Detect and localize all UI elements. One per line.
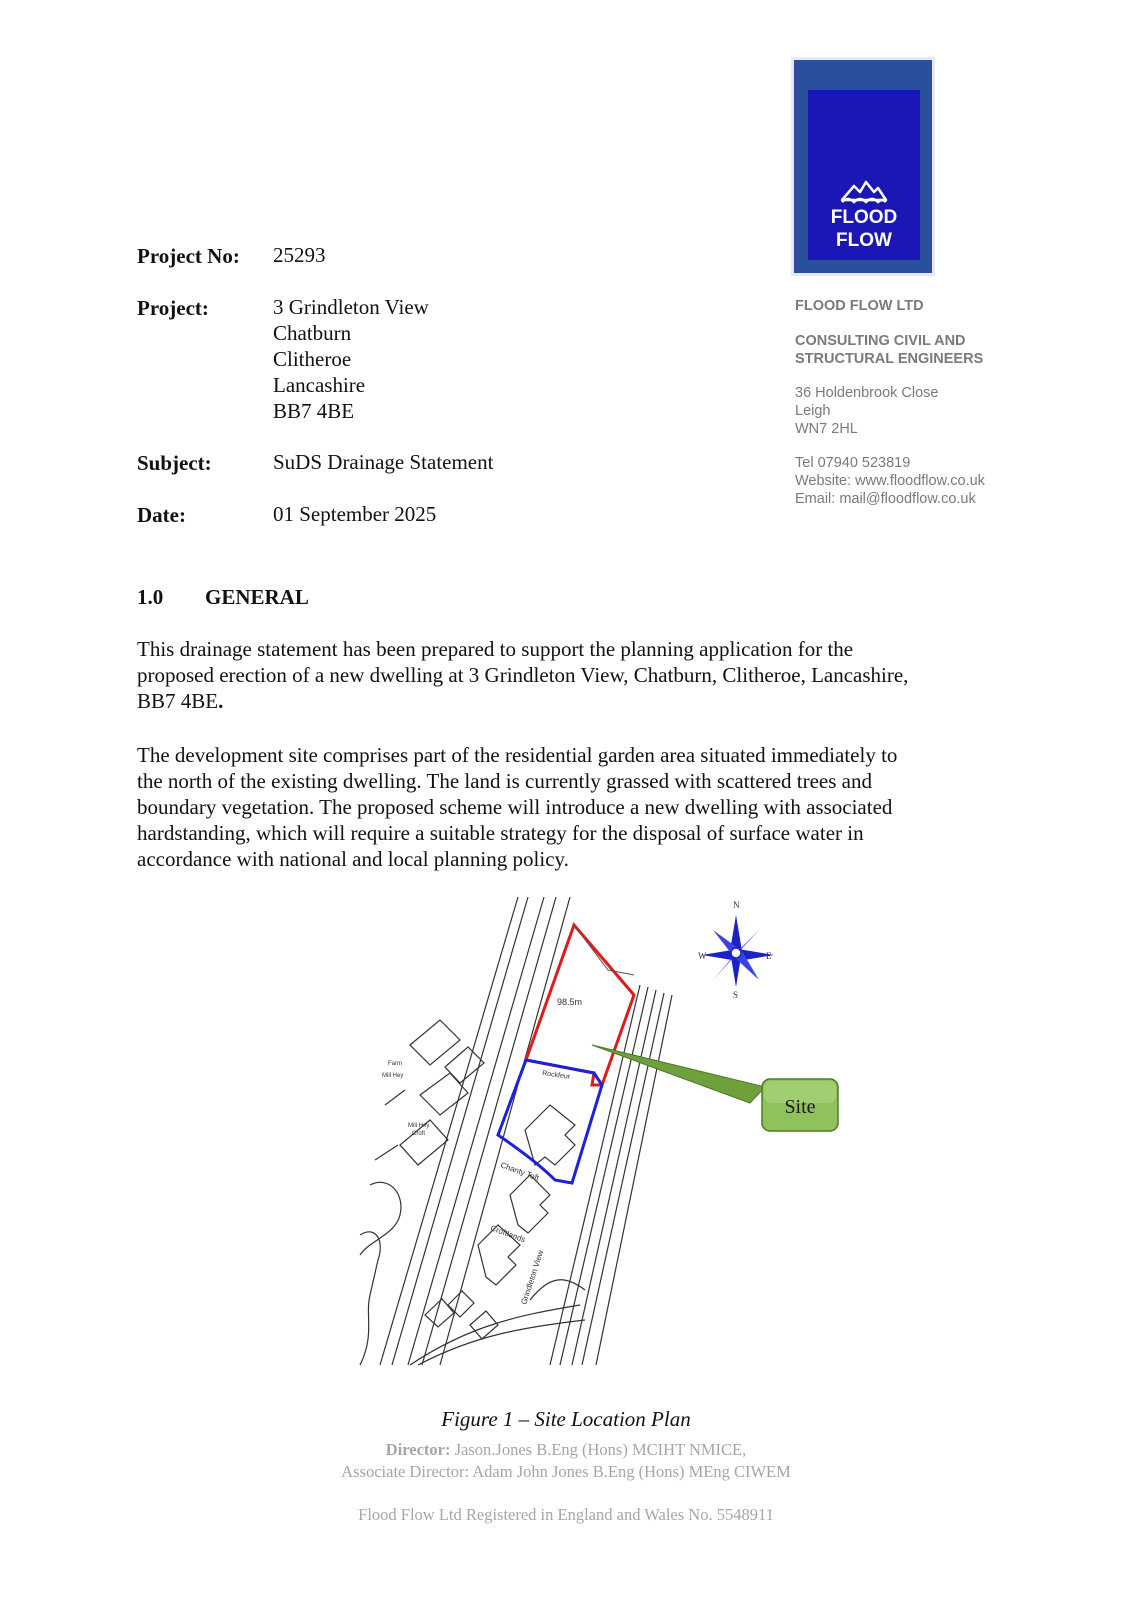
compass-s: S: [733, 990, 739, 1000]
paragraph-line: boundary vegetation. The proposed scheme will introduce a new dwelling with associated: [137, 795, 893, 819]
paragraph-line: hardstanding, which will require a suitable strategy for the disposal of surface water in: [137, 821, 864, 845]
compass-rose-icon: [702, 915, 774, 987]
map-label-level: 98.5m: [557, 997, 583, 1007]
callout-pointer: [592, 1045, 765, 1103]
address-line: Chatburn: [273, 321, 352, 345]
project-address: [273, 294, 429, 424]
paragraph-line: the north of the existing dwelling. The land is currently grassed with scattered trees and: [137, 769, 872, 793]
subject-value: SuDS Drainage Statement: [273, 450, 494, 474]
logo-line1: FLOOD: [830, 207, 898, 228]
compass-w: W: [698, 951, 707, 961]
map-label-rockfeur: Rockfeur: [541, 1070, 571, 1081]
map-label-chanty-toft: Chanty Toft: [499, 1160, 541, 1183]
company-address-line: 36 Holdenbrook Close: [795, 385, 939, 401]
footer-associate: Associate Director: Adam John Jones B.Eng (Hons) MEng CIWEM: [341, 1462, 791, 1481]
project-no-label: Project No:: [137, 244, 240, 268]
section-title: GENERAL: [205, 585, 309, 609]
paragraph-period: .: [218, 689, 224, 713]
map-label-mill-hey-croft: Mill Hey: [408, 1123, 430, 1129]
paragraph-text: BB7 4BE: [137, 689, 219, 713]
date-label: Date:: [137, 503, 186, 527]
paragraph-2: [137, 742, 987, 872]
paragraph-line: proposed erection of a new dwelling at 3 Grindleton View, Chatburn, Clitheroe, Lancashire,: [137, 663, 909, 687]
company-logo: [794, 60, 932, 273]
footer-registration: Flood Flow Ltd Registered in England and Wales No. 5548911: [358, 1505, 774, 1524]
company-address-line: Leigh: [795, 403, 831, 419]
company-address: [795, 384, 938, 438]
compass-e: E: [766, 951, 772, 961]
address-line: 3 Grindleton View: [273, 295, 429, 319]
address-line: Lancashire: [273, 373, 366, 397]
mountain-wave-icon: [840, 178, 888, 204]
project-label: Project:: [137, 296, 209, 320]
address-line: Clitheroe: [273, 347, 352, 371]
paragraph-line: accordance with national and local planning policy.: [137, 847, 569, 871]
company-desc-line: STRUCTURAL ENGINEERS: [795, 351, 984, 367]
project-no-value: 25293: [273, 243, 326, 267]
company-email: Email: mail@floodflow.co.uk: [795, 491, 976, 507]
footer-director-name: Jason.Jones B.Eng (Hons) MCIHT NMICE,: [450, 1440, 747, 1459]
company-address-line: WN7 2HL: [795, 421, 858, 437]
map-label-farm: Farm: [388, 1061, 402, 1067]
address-line: BB7 4BE: [273, 399, 355, 423]
date-value: 01 September 2025: [273, 502, 437, 526]
map-linework: [360, 897, 672, 1365]
map-linework-detail: [574, 925, 634, 975]
company-description: [795, 332, 983, 368]
map-label-mill-hey: Mill Hey: [382, 1073, 404, 1079]
footer-director-label: Director:: [385, 1440, 451, 1459]
paragraph-line: The development site comprises part of the residential garden area situated immediately to: [137, 743, 898, 767]
logo-panel: [808, 90, 920, 260]
map-label-mill-hey-croft: Croft: [412, 1131, 426, 1137]
footer-director: [0, 1440, 1132, 1460]
map-label-croftlands: Croftlands: [489, 1223, 527, 1245]
subject-label: Subject:: [137, 451, 212, 475]
section-number: 1.0: [137, 585, 164, 609]
company-desc-line: CONSULTING CIVIL AND: [795, 333, 966, 349]
figure-caption: Figure 1 – Site Location Plan: [441, 1407, 691, 1431]
paragraph-line: [137, 688, 987, 714]
logo-text: [808, 206, 920, 252]
company-name: FLOOD FLOW LTD: [795, 298, 924, 314]
map-label-grindleton-view: Grindleton View: [519, 1249, 546, 1306]
paragraph-line: This drainage statement has been prepared to support the planning application for the: [137, 637, 854, 661]
logo-line2: FLOW: [836, 230, 892, 251]
company-tel: Tel 07940 523819: [795, 455, 911, 471]
callout-label: Site: [784, 1096, 816, 1118]
company-website: Website: www.floodflow.co.uk: [795, 473, 985, 489]
paragraph-1: [137, 636, 987, 714]
site-location-plan: [350, 895, 870, 1405]
company-contact: [795, 454, 985, 508]
compass-n: N: [733, 900, 740, 910]
